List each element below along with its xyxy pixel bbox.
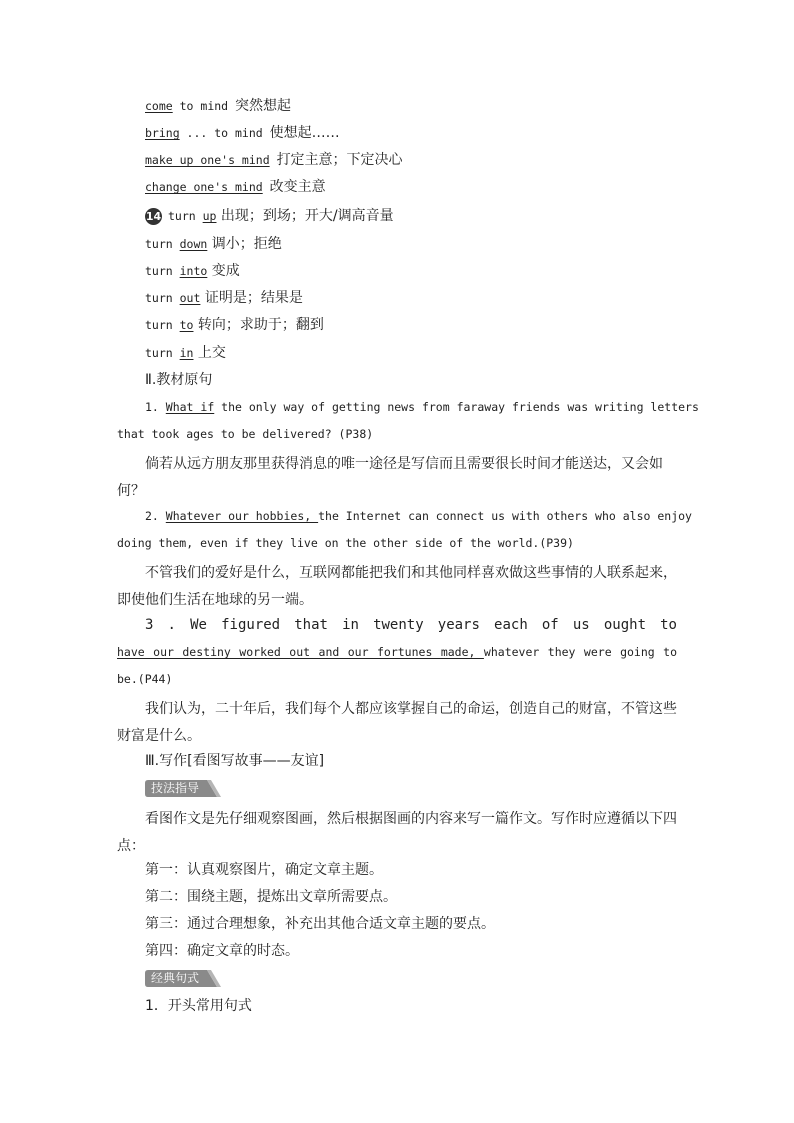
sentence-3-line2: have our destiny worked out and our fortunes made, whatever they were going to xyxy=(117,645,677,659)
subheading-opening-sentences: 1．开头常用句式 xyxy=(145,998,252,1014)
sentence-1-translation: 倘若从远方朋友那里获得消息的唯一途径是写信而且需要很长时间才能送达，又会如何？ xyxy=(117,456,663,499)
tag-classic-sentences: 经典句式 xyxy=(145,970,221,987)
item-number-badge: 14 xyxy=(145,209,162,223)
phrase-turn-up: 14 turn up 出现；到场；开大/调高音量 xyxy=(145,208,394,224)
phrase-turn-out: turn out 证明是；结果是 xyxy=(145,290,303,306)
step-1: 第一：认真观察图片，确定文章主题。 xyxy=(145,862,383,878)
phrase-turn-down: turn down 调小；拒绝 xyxy=(145,236,282,252)
phrase-come-to-mind: come to mind 突然想起 xyxy=(145,98,292,114)
phrase-turn-to: turn to 转向；求助于；翻到 xyxy=(145,317,324,333)
phrase-change-mind: change one's mind 改变主意 xyxy=(145,179,326,195)
tag-method-guide: 技法指导 xyxy=(145,780,221,797)
sentence-3-line1: 3 . We figured that in twenty years each of us ought to xyxy=(145,617,677,633)
section-heading-writing: Ⅲ.写作[看图写故事——友谊] xyxy=(145,753,325,769)
sentence-3-line3: be.(P44) xyxy=(117,672,173,686)
sentence-2-line2: doing them, even if they live on the other side of the world.(P39) xyxy=(117,536,574,550)
step-3: 第三：通过合理想象，补充出其他合适文章主题的要点。 xyxy=(145,916,495,932)
phrase-turn-in: turn in 上交 xyxy=(145,345,226,361)
phrase-bring-to-mind: bring ... to mind 使想起…… xyxy=(145,125,340,141)
method-intro: 看图作文是先仔细观察图画，然后根据图画的内容来写一篇作文。写作时应遵循以下四点： xyxy=(117,811,677,854)
section-heading-textbook-sentences: Ⅱ.教材原句 xyxy=(145,372,213,388)
sentence-3-translation: 我们认为，二十年后，我们每个人都应该掌握自己的命运，创造自己的财富，不管这些财富是什么。 xyxy=(117,701,677,744)
phrase-turn-into: turn into 变成 xyxy=(145,263,240,279)
step-4: 第四：确定文章的时态。 xyxy=(145,943,299,959)
sentence-1-line1: 1. What if the only way of getting news from faraway friends was writing letters xyxy=(145,400,699,414)
sentence-2-translation: 不管我们的爱好是什么，互联网都能把我们和其他同样喜欢做这些事情的人联系起来，即使他们生活在地球的另一端。 xyxy=(117,565,677,608)
sentence-2-line1: 2. Whatever our hobbies, the Internet can connect us with others who also enjoy xyxy=(145,509,692,523)
step-2: 第二：围绕主题，提炼出文章所需要点。 xyxy=(145,889,397,905)
phrase-make-up-mind: make up one's mind 打定主意；下定决心 xyxy=(145,152,403,168)
sentence-1-line2: that took ages to be delivered? (P38) xyxy=(117,427,374,441)
